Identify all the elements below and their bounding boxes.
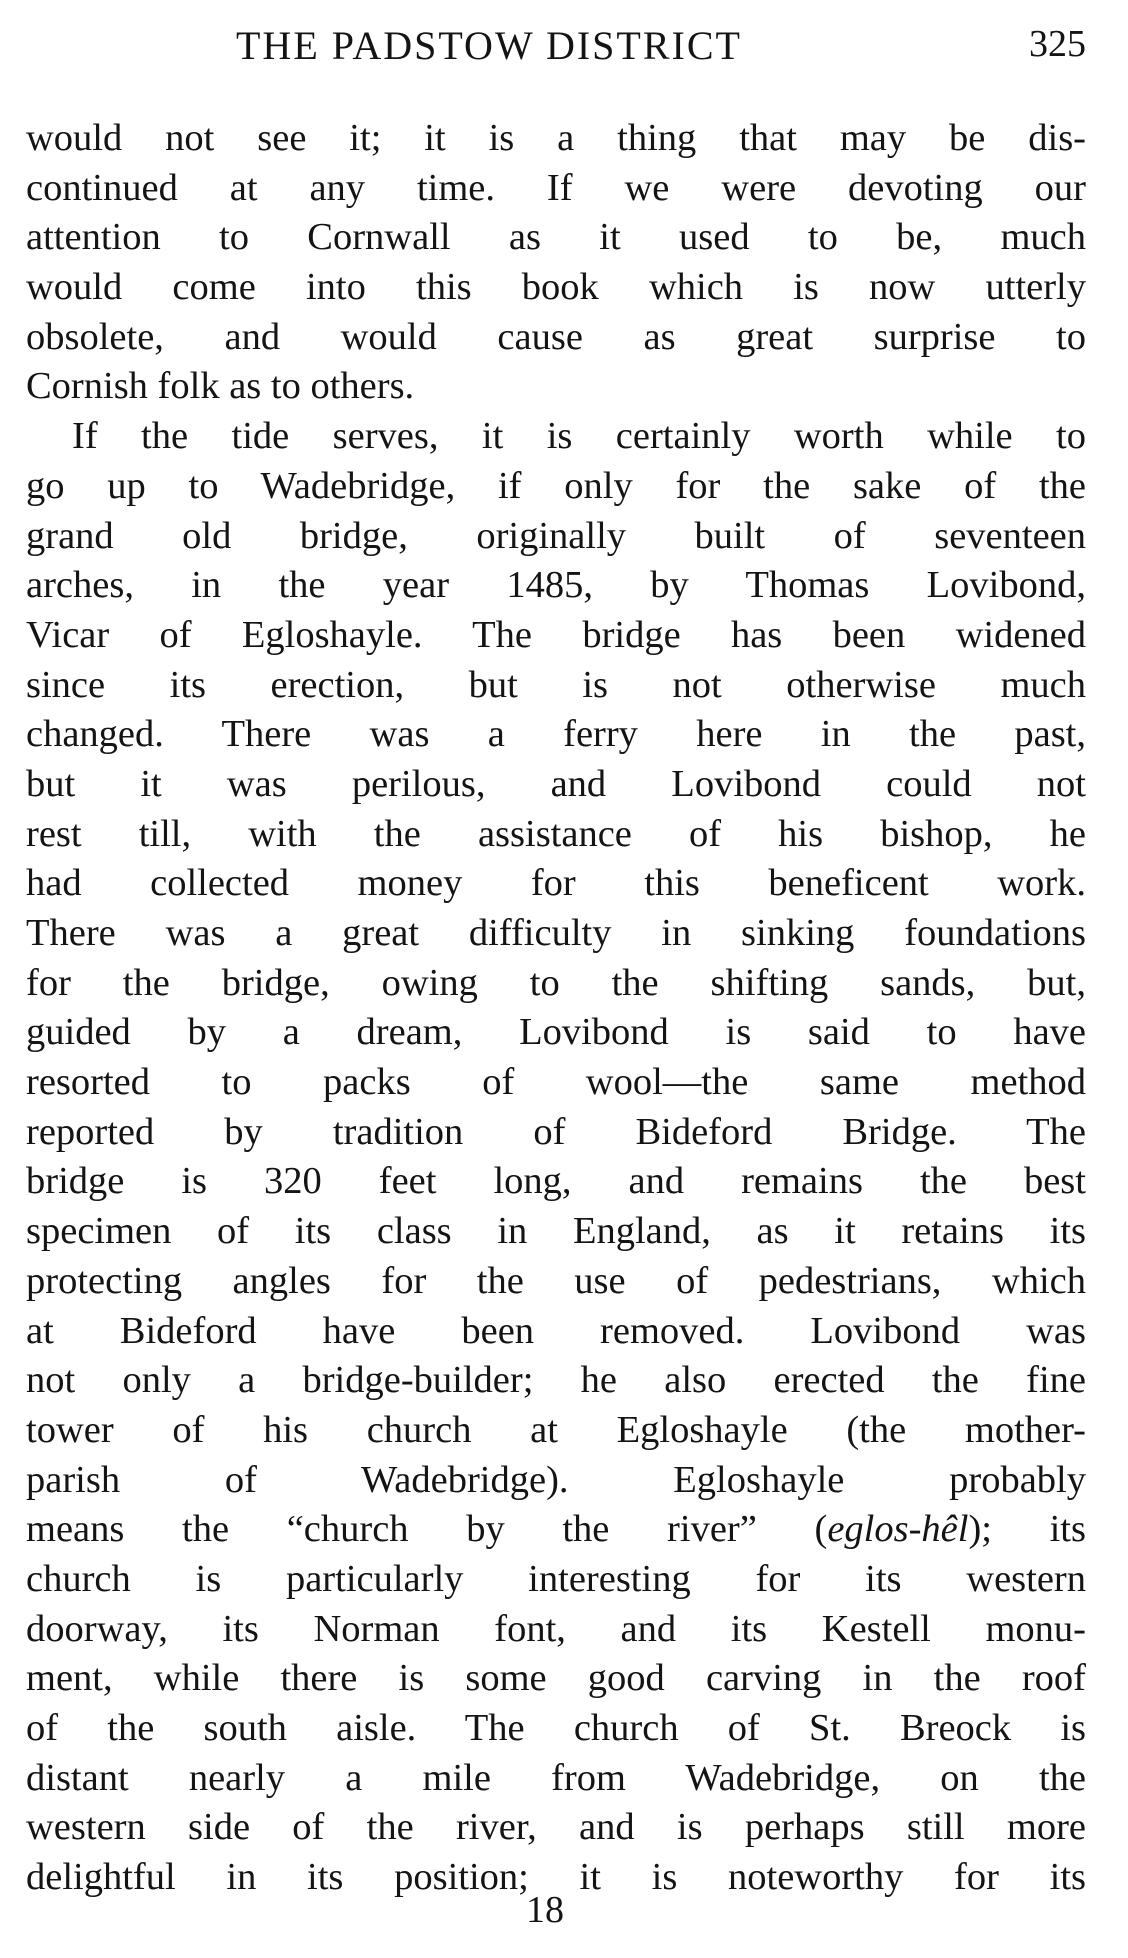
text-line: obsolete, and would cause as great surprise to <box>26 315 1086 358</box>
text-line: Cornish folk as to others. <box>26 365 415 408</box>
text-line: doorway, its Norman font, and its Kestell monu- <box>26 1607 1086 1650</box>
body-text <box>26 114 1086 1903</box>
text-line: Vicar of Egloshayle. The bridge has been widened <box>26 613 1086 656</box>
text-line: There was a great difficulty in sinking foundations <box>26 912 1086 954</box>
text-line: for the bridge, owing to the shifting sands, but, <box>26 961 1086 1004</box>
text-line: grand old bridge, originally built of seventeen <box>26 514 1086 557</box>
text-line: since its erection, but is not otherwise much <box>26 663 1086 706</box>
text-line: tower of his church at Egloshayle (the mother- <box>26 1408 1086 1451</box>
text-line: attention to Cornwall as it used to be, much <box>26 216 1086 259</box>
text-line: of the south aisle. The church of St. Breock is <box>26 1707 1086 1749</box>
running-head <box>26 22 1086 74</box>
text-line-with-italic: means the “church by the river” (eglos-hêl); its <box>26 1508 1086 1551</box>
text-line: arches, in the year 1485, by Thomas Lovibond, <box>26 564 1086 607</box>
text-line: continued at any time. If we were devoting our <box>26 166 1086 209</box>
paragraph-2 <box>26 412 1086 1903</box>
text-line: distant nearly a mile from Wadebridge, on the <box>26 1756 1086 1799</box>
text-line: specimen of its class in England, as it retains its <box>26 1210 1086 1253</box>
running-title: THE PADSTOW DISTRICT <box>236 23 742 68</box>
text-line: would come into this book which is now utterly <box>26 266 1086 309</box>
text-line: go up to Wadebridge, if only for the sake of the <box>26 464 1086 507</box>
signature-mark: 18 <box>526 1889 564 1931</box>
text-line: bridge is 320 feet long, and remains the best <box>26 1160 1086 1203</box>
text-line: delightful in its position; it is noteworthy for its <box>26 1856 1086 1899</box>
text-line: resorted to packs of wool—the same method <box>26 1061 1086 1104</box>
text-line: western side of the river, and is perhaps still more <box>26 1806 1086 1849</box>
text-line: ment, while there is some good carving in the roof <box>26 1657 1086 1700</box>
text-line: changed. There was a ferry here in the past, <box>26 713 1086 756</box>
text-line: not only a bridge-builder; he also erected the fine <box>26 1359 1086 1402</box>
text-line: reported by tradition of Bideford Bridge. The <box>26 1110 1086 1153</box>
text-line: had collected money for this beneficent work. <box>26 862 1086 905</box>
line-end: ); its <box>968 1508 1086 1551</box>
text-line: guided by a dream, Lovibond is said to have <box>26 1011 1086 1054</box>
page-number: 325 <box>1029 23 1086 65</box>
text-line: parish of Wadebridge). Egloshayle probably <box>26 1458 1086 1501</box>
text-line: protecting angles for the use of pedestrians, which <box>26 1259 1086 1302</box>
text-line: at Bideford have been removed. Lovibond was <box>26 1309 1086 1352</box>
italic-term: eglos-hêl <box>827 1508 969 1551</box>
text-line: rest till, with the assistance of his bishop, he <box>26 812 1086 855</box>
text-line: would not see it; it is a thing that may be dis- <box>26 117 1086 159</box>
text-line: If the tide serves, it is certainly worth while to <box>72 415 1086 458</box>
line-start: means the “church by the river” <box>26 1508 815 1551</box>
text-line: but it was perilous, and Lovibond could not <box>26 762 1086 805</box>
paragraph-1 <box>26 114 1086 412</box>
text-line: church is particularly interesting for its western <box>26 1557 1086 1600</box>
